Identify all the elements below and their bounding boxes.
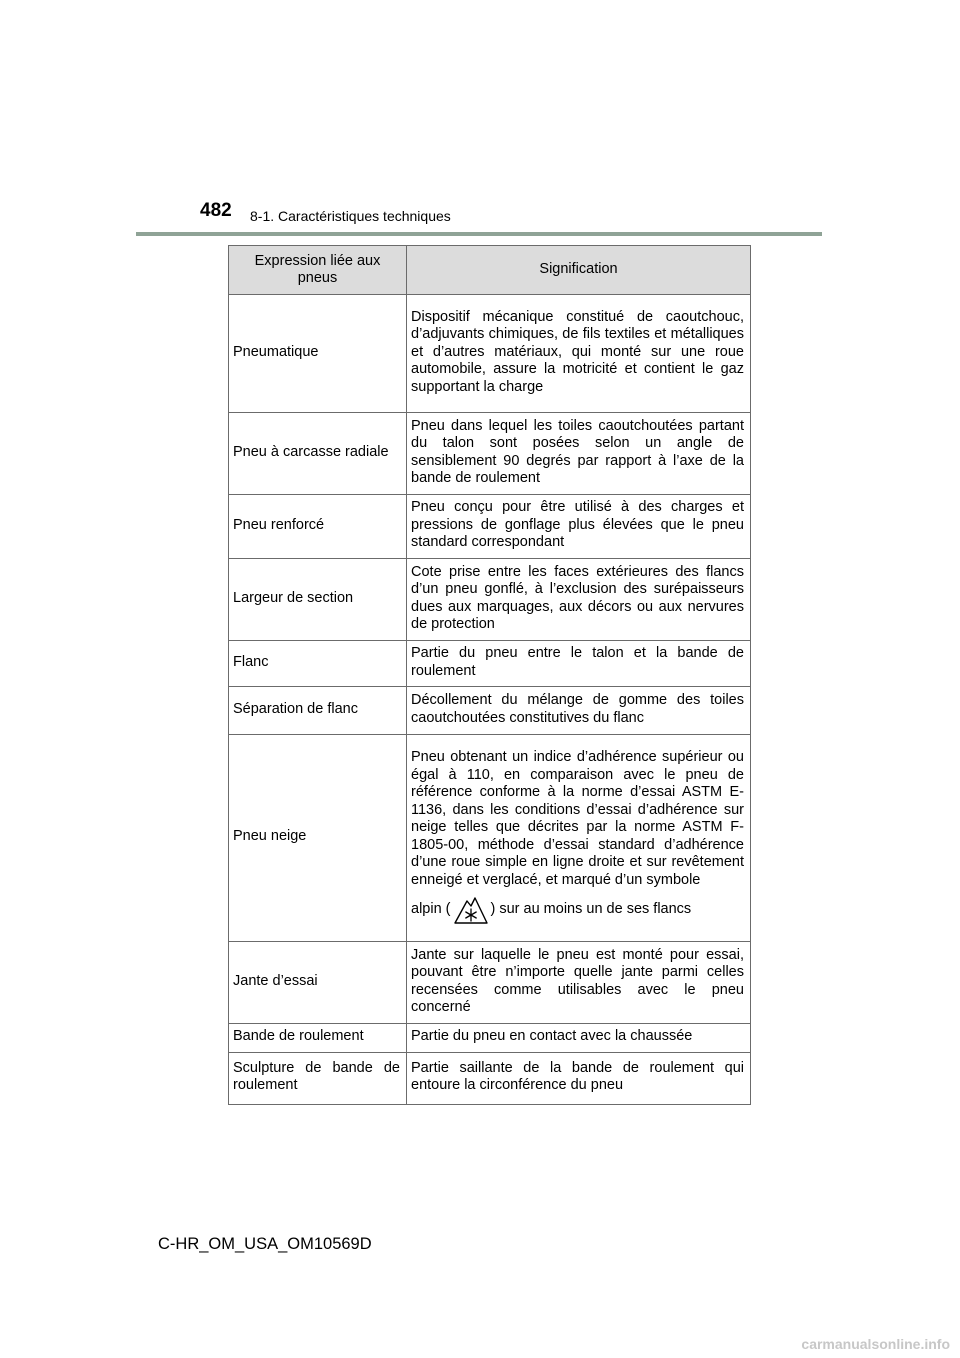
term-cell: Pneumatique bbox=[229, 295, 407, 413]
header-divider bbox=[136, 232, 822, 236]
symbol-text-before: alpin ( bbox=[411, 901, 451, 918]
term-cell: Pneu renforcé bbox=[229, 495, 407, 559]
meaning-cell: Cote prise entre les faces extérieures des flancs d’un pneu gonflé, à l’exclusion des surépaisseurs dues aux marquages, aux décors ou aux nervures de protection bbox=[407, 559, 751, 641]
meaning-cell: Partie du pneu en contact avec la chaussée bbox=[407, 1024, 751, 1053]
column-header-term: Expression liée aux pneus bbox=[229, 246, 407, 295]
table-row bbox=[229, 1052, 751, 1104]
section-title: 8-1. Caractéristiques techniques bbox=[250, 208, 451, 224]
table-row bbox=[229, 735, 751, 942]
term-cell: Largeur de section bbox=[229, 559, 407, 641]
table-row bbox=[229, 641, 751, 687]
meaning-cell: Pneu conçu pour être utilisé à des charges et pressions de gonflage plus élevées que le pneu standard correspondant bbox=[407, 495, 751, 559]
table-row bbox=[229, 413, 751, 495]
term-cell: Flanc bbox=[229, 641, 407, 687]
term-cell: Sculpture de bande de roulement bbox=[229, 1052, 407, 1104]
meaning-cell: Jante sur laquelle le pneu est monté pour essai, pouvant être n’importe quelle jante parmi celles recensées comme utilisables avec le pneu concerné bbox=[407, 942, 751, 1024]
table-row bbox=[229, 942, 751, 1024]
symbol-line bbox=[411, 895, 744, 925]
site-watermark: carmanualsonline.info bbox=[801, 1336, 950, 1352]
meaning-cell: Partie du pneu entre le talon et la bande de roulement bbox=[407, 641, 751, 687]
table-row bbox=[229, 295, 751, 413]
meaning-cell: Pneu dans lequel les toiles caoutchoutées partant du talon sont posées selon un angle de sensiblement 90 degrés par rapport à l’axe de la bande de roulement bbox=[407, 413, 751, 495]
meaning-text: Pneu obtenant un indice d’adhérence supérieur ou égal à 110, en comparaison avec le pneu de référence conforme à la norme d’essai ASTM E-1136, dans les conditions d’essai d’adhérence sur neige telles que décrites par la norme ASTM F-1805-00, méthode d’essai standard d’adhérence d’une roue simple en ligne droite et sur revêtement enneigé et verglacé, et marqué d’un symbole bbox=[411, 749, 744, 888]
meaning-cell: Dispositif mécanique constitué de caoutchouc, d’adjuvants chimiques, de fils textiles et métalliques et d’autres matériaux, qui monté sur une roue automobile, assure la motricité et contient le gaz supportant la charge bbox=[407, 295, 751, 413]
tire-terms-table bbox=[228, 245, 751, 1105]
meaning-cell: Décollement du mélange de gomme des toiles caoutchoutées constitutives du flanc bbox=[407, 687, 751, 735]
table-row bbox=[229, 687, 751, 735]
table-row bbox=[229, 1024, 751, 1053]
table-row bbox=[229, 495, 751, 559]
table-row bbox=[229, 559, 751, 641]
table-header-row bbox=[229, 246, 751, 295]
term-cell: Séparation de flanc bbox=[229, 687, 407, 735]
document-code: C-HR_OM_USA_OM10569D bbox=[158, 1235, 372, 1253]
alpine-snowflake-icon bbox=[453, 895, 489, 925]
term-cell: Pneu à carcasse radiale bbox=[229, 413, 407, 495]
meaning-cell bbox=[407, 735, 751, 942]
term-cell: Pneu neige bbox=[229, 735, 407, 942]
term-cell: Bande de roulement bbox=[229, 1024, 407, 1053]
term-cell: Jante d’essai bbox=[229, 942, 407, 1024]
column-header-meaning: Signification bbox=[407, 246, 751, 295]
meaning-cell: Partie saillante de la bande de roulement qui entoure la circonférence du pneu bbox=[407, 1052, 751, 1104]
symbol-text-after: ) sur au moins un de ses flancs bbox=[490, 901, 692, 918]
page-number: 482 bbox=[200, 200, 232, 221]
